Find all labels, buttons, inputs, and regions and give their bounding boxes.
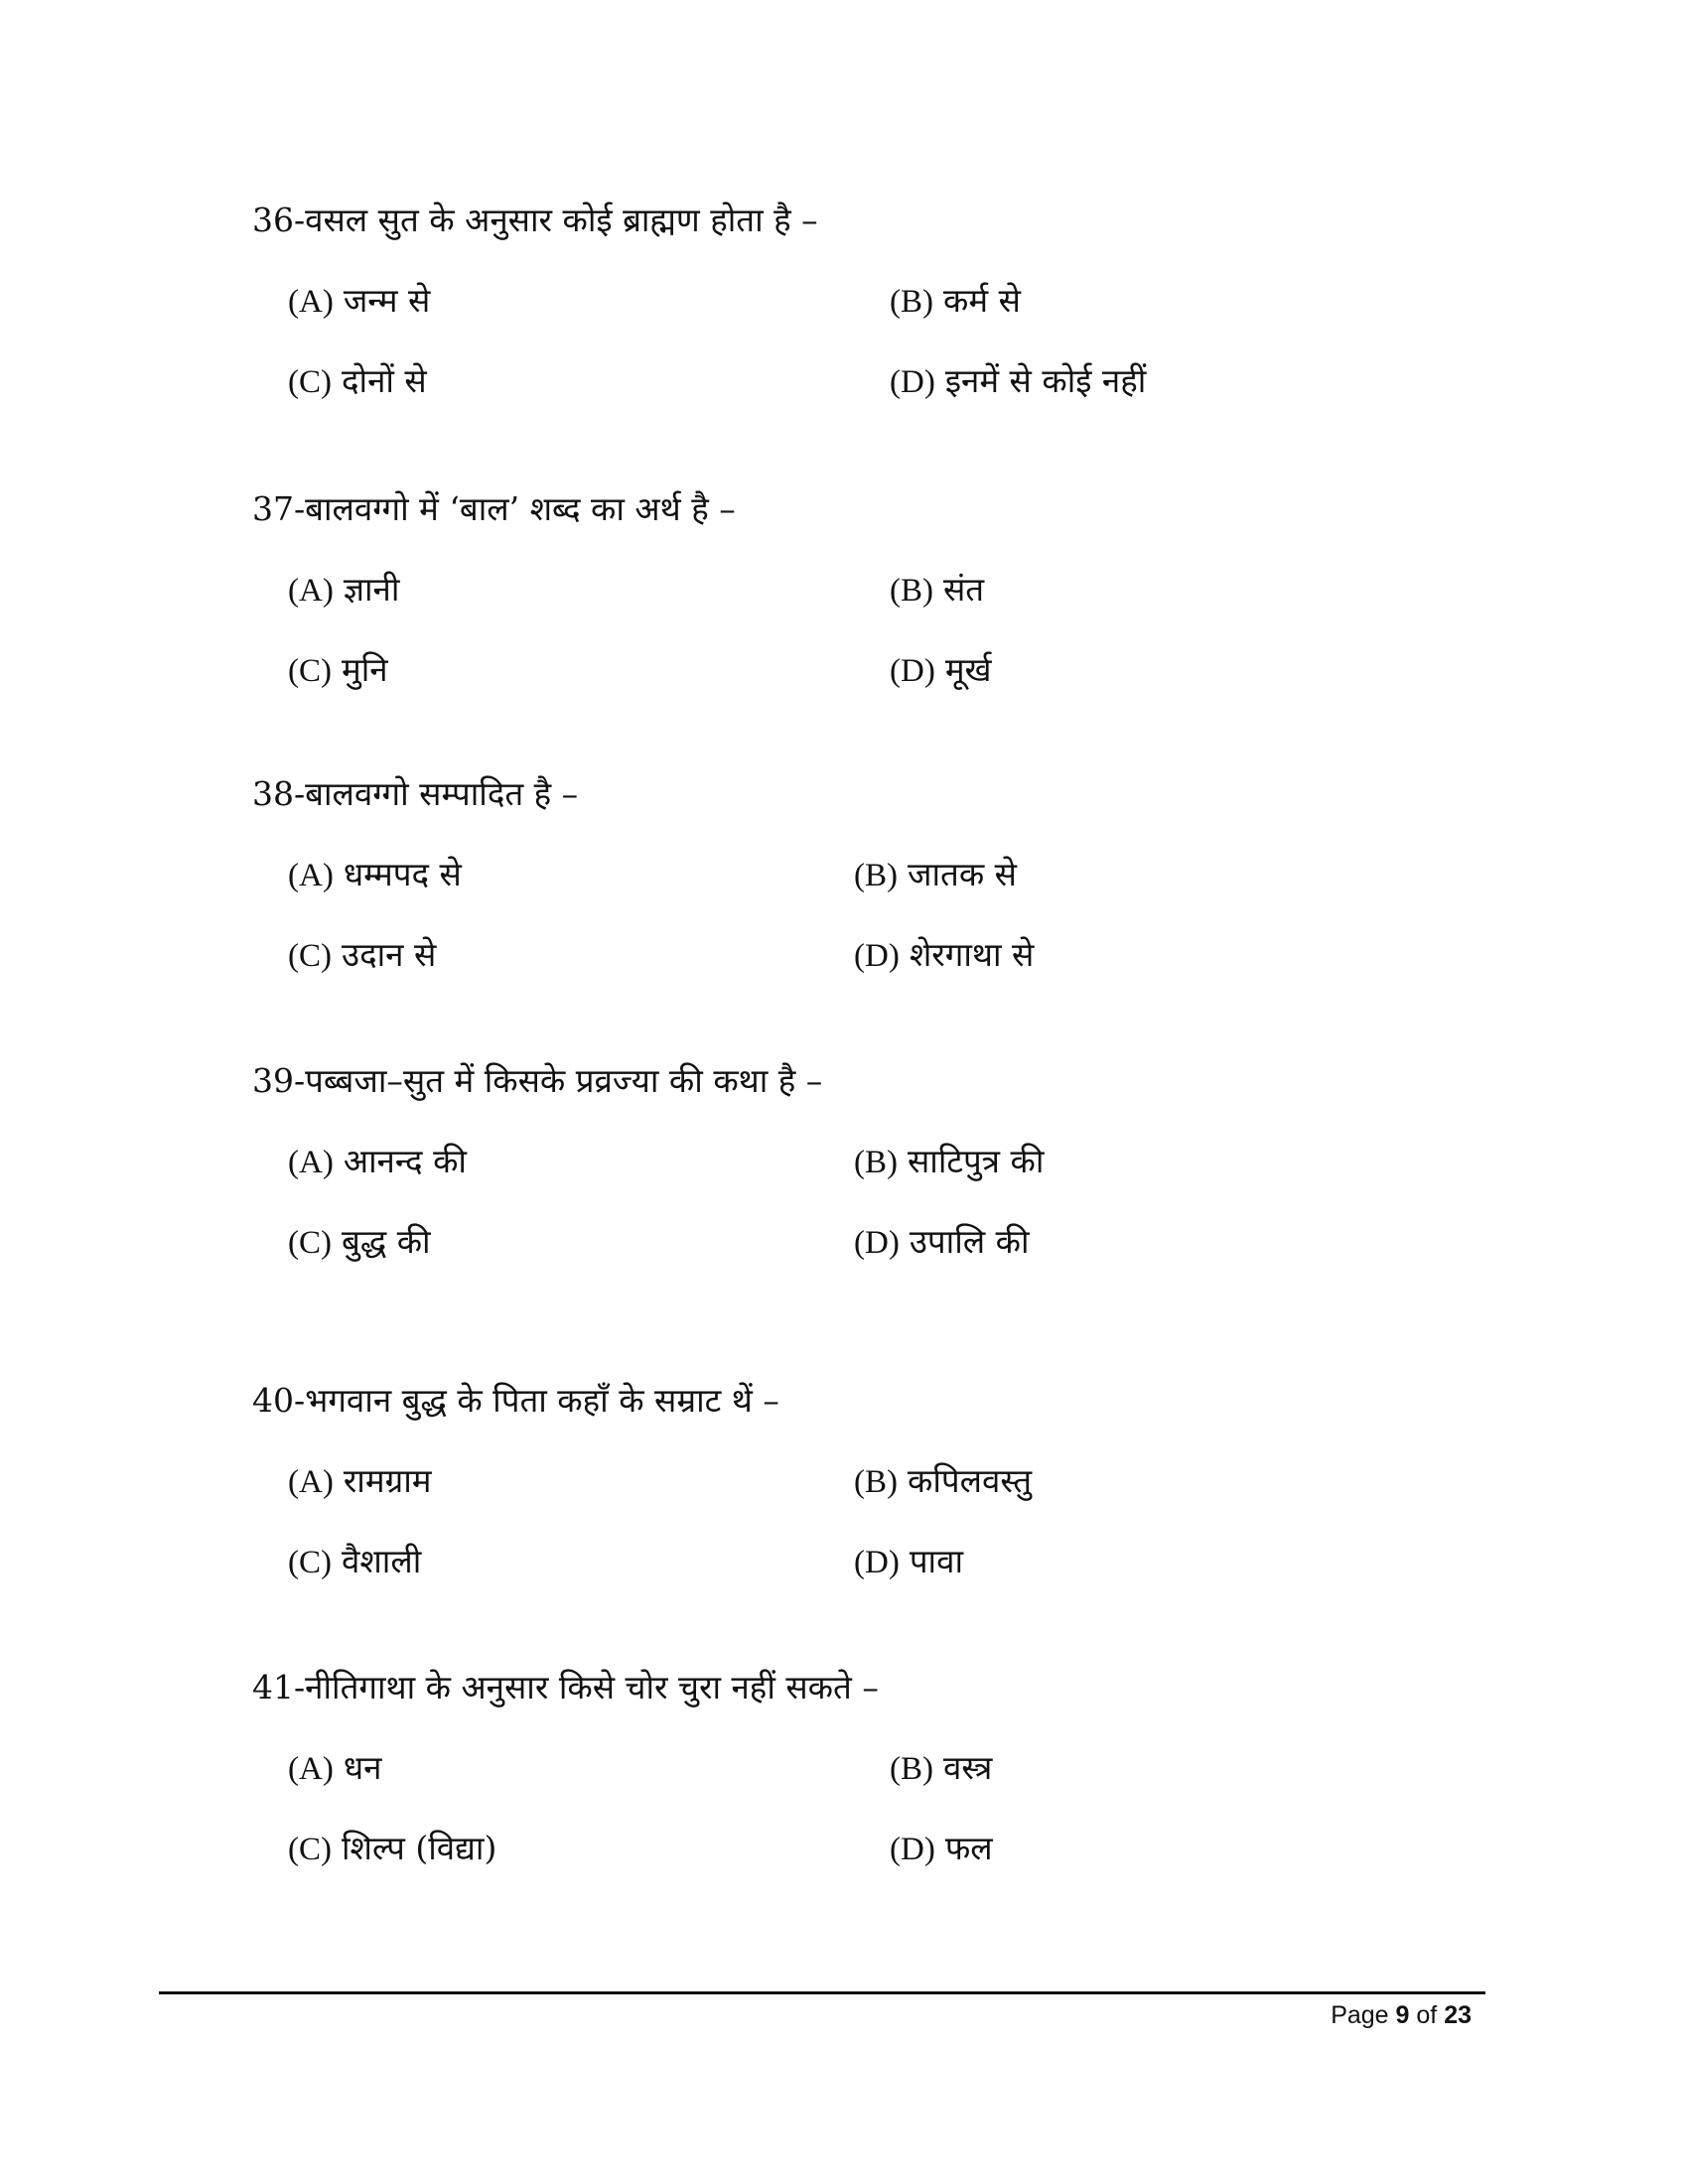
option-label: (D) [890,364,935,400]
option-b [854,855,1017,895]
option-label: (A) [288,858,334,893]
question-number: 41- [252,1668,306,1706]
option-d [890,361,1146,402]
option-label: (D) [890,653,935,689]
option-d [854,935,1034,976]
option-c [288,650,388,691]
option-text: ज्ञानी [343,570,400,609]
question-36 [252,201,818,240]
option-label: (A) [288,1464,334,1500]
option-d [890,650,992,691]
option-label: (A) [288,1145,334,1180]
question-text: भगवान बुद्ध के पिता कहाँ के सम्राट थें – [305,1381,779,1420]
option-text: इनमें से कोई नहीं [944,361,1147,400]
option-label: (A) [288,1751,334,1787]
option-b [890,570,984,611]
page-current: 9 [1395,2001,1410,2029]
option-text: बुद्ध की [342,1222,431,1261]
option-text: कपिलवस्तु [908,1461,1033,1500]
option-label: (C) [288,938,332,974]
option-a [288,1142,467,1182]
question-number: 40- [252,1381,306,1420]
question-number: 36- [252,201,306,239]
option-label: (D) [890,1832,935,1867]
option-c [288,1222,431,1263]
option-b [890,281,1021,322]
option-c [288,1829,496,1869]
option-text: जातक से [908,855,1017,893]
question-number: 37- [252,489,306,528]
option-c [288,1542,421,1582]
option-b [854,1142,1044,1182]
option-label: (B) [890,573,933,609]
option-text: वैशाली [342,1542,422,1580]
option-text: फल [944,1829,993,1867]
option-text: मूर्ख [944,650,992,689]
question-37 [252,489,736,529]
option-text: दोनों से [342,361,427,400]
option-text: आनन्द की [343,1142,467,1180]
option-label: (B) [890,1751,933,1787]
option-text: उपालि की [909,1222,1030,1261]
option-label: (A) [288,573,334,609]
option-text: वस्त्र [943,1748,993,1787]
option-label: (B) [854,1464,898,1500]
footer-divider [159,1991,1485,1994]
option-a [288,1461,431,1502]
option-text: धन [343,1748,382,1787]
option-label: (C) [288,1832,332,1867]
question-38 [252,774,578,814]
option-label: (C) [288,1545,332,1580]
question-39 [252,1061,822,1101]
option-text: साटिपुत्र की [908,1142,1045,1180]
option-d [890,1829,993,1869]
option-a [288,855,462,895]
question-number: 39- [252,1061,306,1100]
option-label: (B) [890,284,933,320]
option-text: शेरगाथा से [909,935,1035,974]
option-label: (C) [288,1225,332,1261]
option-text: कर्म से [943,281,1021,320]
page-number [1331,2001,1472,2030]
question-text: बालवग्गो में ‘बाल’ शब्द का अर्थ है – [305,489,736,528]
option-text: संत [943,570,985,609]
option-a [288,281,430,322]
option-label: (D) [854,1225,900,1261]
option-label: (D) [854,938,900,974]
option-text: पावा [909,1542,963,1580]
page-total: 23 [1444,2001,1472,2029]
option-b [890,1748,992,1789]
option-text: उदान से [342,935,437,974]
option-label: (D) [854,1545,900,1580]
question-text: बालवग्गो सम्पादित है – [305,774,579,813]
option-text: जन्म से [343,281,431,320]
option-a [288,570,399,611]
option-text: रामग्राम [343,1461,432,1500]
option-c [288,361,427,402]
page-of: of [1409,2001,1445,2029]
question-text: वसल सुत के अनुसार कोई ब्राह्मण होता है – [305,201,818,239]
option-text: धम्मपद से [343,855,462,893]
option-label: (B) [854,1145,898,1180]
option-label: (B) [854,858,898,893]
option-d [854,1542,963,1582]
option-label: (A) [288,284,334,320]
question-text: पब्बजा–सुत में किसके प्रव्रज्या की कथा है – [305,1061,823,1100]
option-c [288,935,436,976]
option-label: (C) [288,364,332,400]
question-40 [252,1381,779,1421]
question-text: नीतिगाथा के अनुसार किसे चोर चुरा नहीं सकते – [305,1668,879,1706]
question-number: 38- [252,774,306,813]
option-label: (C) [288,653,332,689]
option-text: मुनि [342,650,388,689]
option-d [854,1222,1030,1263]
option-a [288,1748,381,1789]
page-prefix: Page [1331,2001,1396,2029]
question-41 [252,1668,879,1707]
option-b [854,1461,1032,1502]
option-text: शिल्प (विद्या) [342,1829,497,1867]
